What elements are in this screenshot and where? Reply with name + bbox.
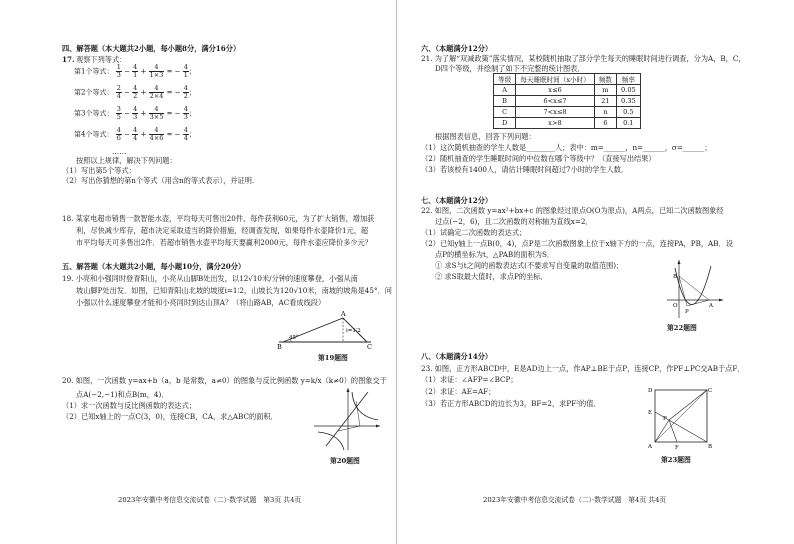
table-cell: A <box>494 85 516 96</box>
table-row <box>494 107 641 118</box>
q21-frequency-table <box>493 73 641 129</box>
q18-line3: 市平均每天可多售出2件．若超市销售水壶平均每天要赢利2000元，每件水壶应降价多少元？ <box>76 238 372 247</box>
svg-text:F: F <box>675 445 679 451</box>
section-5-header: 五、解答题（本大题共2小题，每小题10分，满分20分） <box>62 262 246 271</box>
table-cell: 6 <box>594 118 616 129</box>
svg-text:P: P <box>663 416 667 422</box>
fig19-label-c: C <box>367 343 372 351</box>
q20-line4: （2）已知x轴上的一点C(3，0)，连接CB，CA，求△ABC的面积． <box>62 412 278 421</box>
figure-23 <box>647 384 713 452</box>
q22-line6: ① 求S与t之间的函数表达式(不要求写自变量的取值范围)； <box>435 261 624 270</box>
fig19-label-a: A <box>341 310 346 318</box>
svg-text:E: E <box>648 410 653 416</box>
q17-eq-4: 第4个等式： $\frac{4}{6}$ − $\frac{4}{4}$ + $\frac{4}{4\times 6}$ = − $\frac{4}{4}$ ； <box>74 126 196 142</box>
table-header-row <box>494 74 641 85</box>
table-row <box>494 118 641 129</box>
table-header-cell: 频率 <box>617 74 641 85</box>
table-row <box>494 85 641 96</box>
q21-part2: （2）随机抽查的学生睡眠时间的中位数在哪个等级中？（直接写出结果） <box>421 154 656 163</box>
table-cell: m <box>594 85 616 96</box>
table-header-cell: 频数 <box>594 74 616 85</box>
svg-text:B: B <box>673 274 678 280</box>
svg-text:C: C <box>708 388 713 394</box>
figure-20 <box>312 386 382 452</box>
table-row <box>494 96 641 107</box>
q22-line7: ② 求S取最大值时，求点P的坐标． <box>435 272 548 281</box>
q19-line2: 坡山脚P处出发．如图，已知青阳山北坡的坡度i=1∶2，山坡长为120√10米，南坡的坡角是45°．问 <box>76 286 392 295</box>
q17-eq-3: 第3个等式： $\frac{3}{5}$ − $\frac{4}{3}$ + $\frac{4}{3\times 5}$ = − $\frac{4}{3}$ ； <box>74 105 196 121</box>
q23-line4: （3）若正方形ABCD的边长为3，BF=2，求PF²的值． <box>421 399 601 408</box>
q21-part1: （1）这次随机抽查的学生人数是________人；表中：m=______，n=______，σ=______； <box>421 143 712 152</box>
table-cell: x>8 <box>516 118 595 129</box>
table-header-cell: 等级 <box>494 74 516 85</box>
q17-rule: 按照以上规律，解决下列问题： <box>76 156 177 165</box>
q23-line1: 23. 如图，正方形ABCD中，E是AD边上一点，作AP⊥BE于点P，连接CP，作PF⊥PC交AB于点F． <box>421 364 745 373</box>
q21-line2: D四个等级，并绘制了如下不完整的统计图表． <box>435 64 585 73</box>
q20-line2: 点A(−2,−1)和点B(m，4)． <box>76 390 169 399</box>
right-page <box>397 0 794 544</box>
q17-number: 17. <box>62 55 75 64</box>
fig23-caption: 第23题图 <box>661 456 691 464</box>
q22-line3: （1）试确定二次函数的表达式； <box>421 228 527 237</box>
table-cell: B <box>494 96 516 107</box>
table-cell: 0.5 <box>617 107 641 118</box>
svg-text:O: O <box>673 303 678 309</box>
q22-line2: 过点(−2，6)，且二次函数的对称轴为直线x=2． <box>435 217 593 226</box>
right-footer: 2023年安徽中考信息交流试卷（二）·数学试题 第4页 共4页 <box>483 496 667 504</box>
table-cell: n <box>594 107 616 118</box>
figure-22 <box>665 258 725 320</box>
svg-text:A: A <box>709 303 713 309</box>
q19-line3: 小强以什么速度攀登才能和小亮同时到达山顶A？（将山路AB，AC看成线段） <box>76 298 326 307</box>
fig19-label-b: B <box>277 343 282 351</box>
q23-line2: （1）求证：∠AFP=∠BCP； <box>421 375 518 384</box>
svg-text:A: A <box>648 444 652 450</box>
table-cell: 7<x≤8 <box>516 107 595 118</box>
table-cell: 21 <box>594 96 616 107</box>
fig19-caption: 第19题图 <box>318 354 348 362</box>
section-8-header: 八、（本题满分14分） <box>421 352 493 361</box>
section-4-header: 四、解答题（本大题共2小题，每小题8分，满分16分） <box>62 44 241 53</box>
q21-part3: （3）若该校有1400人，请估计睡眠时间超过7小时的学生人数． <box>421 165 629 174</box>
q20-line1: 20. 如图，一次函数 y=ax+b（a，b 是常数，a≠0）的图象与反比例函数 y=k/x（k≠0）的图象交于 <box>62 376 387 385</box>
svg-text:P: P <box>685 309 689 315</box>
q20-line3: （1）求一次函数与反比例函数的表达式； <box>62 401 196 410</box>
fig20-caption: 第20题图 <box>330 457 360 465</box>
q17-dots: …… <box>112 147 127 156</box>
q17-part1: （1）写出第5个等式： <box>62 166 136 175</box>
q22-line4: （2）已知y轴上一点B(0，4)，点P是二次函数图象上位于x轴下方的一点，连接PA，PB，AB．设 <box>421 239 733 248</box>
q23-line3: （2）求证：AE=AF； <box>421 387 496 396</box>
table-cell: x≤6 <box>516 85 595 96</box>
table-cell: 0.1 <box>617 118 641 129</box>
fig22-caption: 第22题图 <box>667 324 697 332</box>
table-cell: C <box>494 107 516 118</box>
table-cell: 6<x≤7 <box>516 96 595 107</box>
fig19-angle: 45° <box>289 335 299 341</box>
q17-intro: 观察下列等式： <box>76 55 127 64</box>
table-cell: D <box>494 118 516 129</box>
table-cell: 0.05 <box>617 85 641 96</box>
q18-line1: 18. 某家电超市销售一款智能水壶，平均每天可售出20件，每件获利60元，为了扩大销售，增加获 <box>62 214 375 223</box>
q18-line2: 利，尽快减少库存，超市决定采取适当的降价措施，经调查发现，如果每件水壶降价1元，超 <box>76 226 369 235</box>
q22-line1: 22. 如图，二次函数 y=ax²+bx+c 的图象经过原点O(O为原点)，A两点，已知二次函数图象经 <box>421 206 724 215</box>
q19-line1: 19. 小亮和小强同时登青阳山，小亮从山脚B处出发，以12√10米/分钟的速度攀登，小强从南 <box>62 274 358 283</box>
svg-text:D: D <box>648 388 653 394</box>
q17-eq-1: 第1个等式： $\frac{1}{3}$ − $\frac{4}{1}$ + $\frac{4}{1\times 3}$ = − $\frac{4}{1}$ ； <box>74 63 196 79</box>
table-header-cell: 每天睡眠时间（x小时） <box>516 74 595 85</box>
q22-line5: 点P的横坐标为t，△PAB的面积为S． <box>435 250 555 259</box>
q21-after: 根据图表信息，回答下列问题： <box>435 132 536 141</box>
table-cell: 0.35 <box>617 96 641 107</box>
q17-eq-2: 第2个等式： $\frac{2}{4}$ − $\frac{4}{2}$ + $\frac{4}{2\times 4}$ = − $\frac{4}{2}$ ； <box>74 84 196 100</box>
fig19-slope: i=1∶2 <box>346 328 361 334</box>
section-6-header: 六、（本题满分12分） <box>421 44 493 53</box>
left-footer: 2023年安徽中考信息交流试卷（二）·数学试题 第3页 共4页 <box>118 496 302 504</box>
section-7-header: 七、（本题满分12分） <box>421 196 493 205</box>
q17-part2: （2）写出你猜想的第n个等式（用含n的等式表示），并证明. <box>62 176 255 185</box>
q21-line1: 21. 为了解“双减政策”落实情况，某校随机抽取了部分学生每天的睡眠时间进行调查，分为A，B，C， <box>421 54 746 63</box>
figure-19 <box>275 308 375 354</box>
svg-text:B: B <box>708 444 713 450</box>
